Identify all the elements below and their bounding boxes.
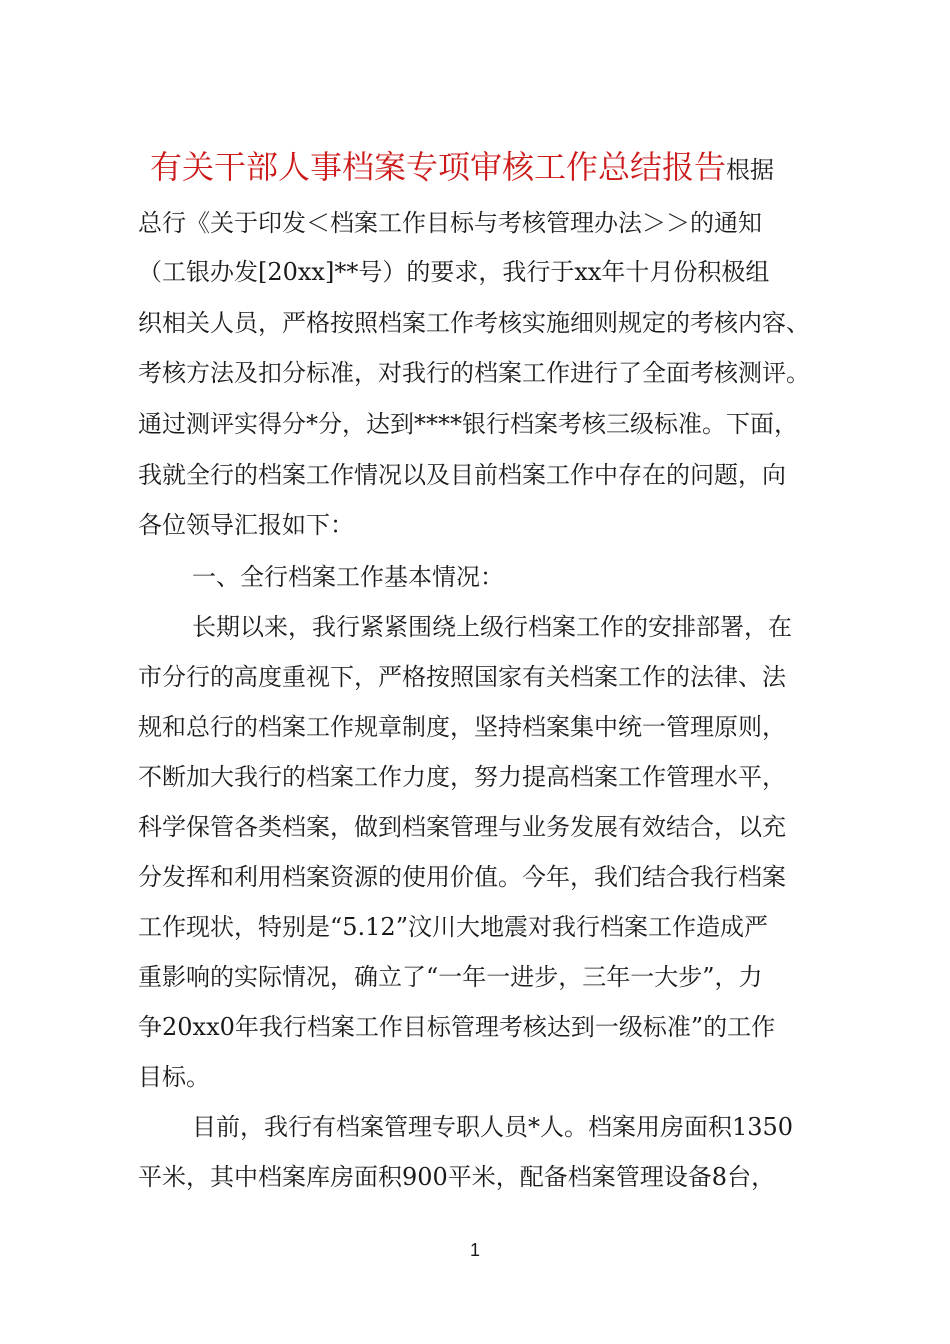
paragraph-line: 总行《关于印发＜档案工作目标与考核管理办法＞＞的通知 — [138, 209, 762, 237]
paragraph-line: 规和总行的档案工作规章制度，坚持档案集中统一管理原则， — [138, 713, 786, 741]
paragraph-line: 目标。 — [138, 1063, 210, 1091]
title-continuation: 根据 — [726, 156, 775, 184]
paragraph-line: 科学保管各类档案，做到档案管理与业务发展有效结合，以充 — [138, 813, 786, 841]
paragraph-line: （工银办发[20xx]**号）的要求，我行于xx年十月份积极组 — [138, 258, 770, 286]
paragraph-line: 目前，我行有档案管理专职人员*人。档案用房面积1350 — [192, 1113, 794, 1141]
paragraph-line: 我就全行的档案工作情况以及目前档案工作中存在的问题，向 — [138, 461, 786, 489]
paragraph-line: 工作现状，特别是“5.12”汶川大地震对我行档案工作造成严 — [138, 913, 768, 941]
page-number: 1 — [469, 1240, 480, 1260]
paragraph-line: 争20xx0年我行档案工作目标管理考核达到一级标准”的工作 — [138, 1013, 776, 1041]
paragraph-line: 不断加大我行的档案工作力度，努力提高档案工作管理水平， — [138, 763, 786, 791]
paragraph-line: 织相关人员，严格按照档案工作考核实施细则规定的考核内容、 — [138, 309, 810, 337]
document-title: 有关干部人事档案专项审核工作总结报告 — [150, 148, 727, 186]
paragraph-line: 重影响的实际情况，确立了“一年一进步，三年一大步”，力 — [138, 963, 763, 991]
paragraph-line: 长期以来，我行紧紧围绕上级行档案工作的安排部署，在 — [192, 613, 792, 641]
paragraph-line: 通过测评实得分*分，达到****银行档案考核三级标准。下面， — [138, 410, 798, 438]
section-heading: 一、全行档案工作基本情况： — [192, 563, 504, 591]
paragraph-line: 分发挥和利用档案资源的使用价值。今年，我们结合我行档案 — [138, 863, 786, 891]
paragraph-line: 考核方法及扣分标准，对我行的档案工作进行了全面考核测评。 — [138, 359, 810, 387]
paragraph-line: 平米，其中档案库房面积900平米，配备档案管理设备8台， — [138, 1163, 776, 1191]
title-line — [150, 148, 775, 186]
paragraph-line: 市分行的高度重视下，严格按照国家有关档案工作的法律、法 — [138, 663, 786, 691]
paragraph-line: 各位领导汇报如下： — [138, 511, 354, 539]
